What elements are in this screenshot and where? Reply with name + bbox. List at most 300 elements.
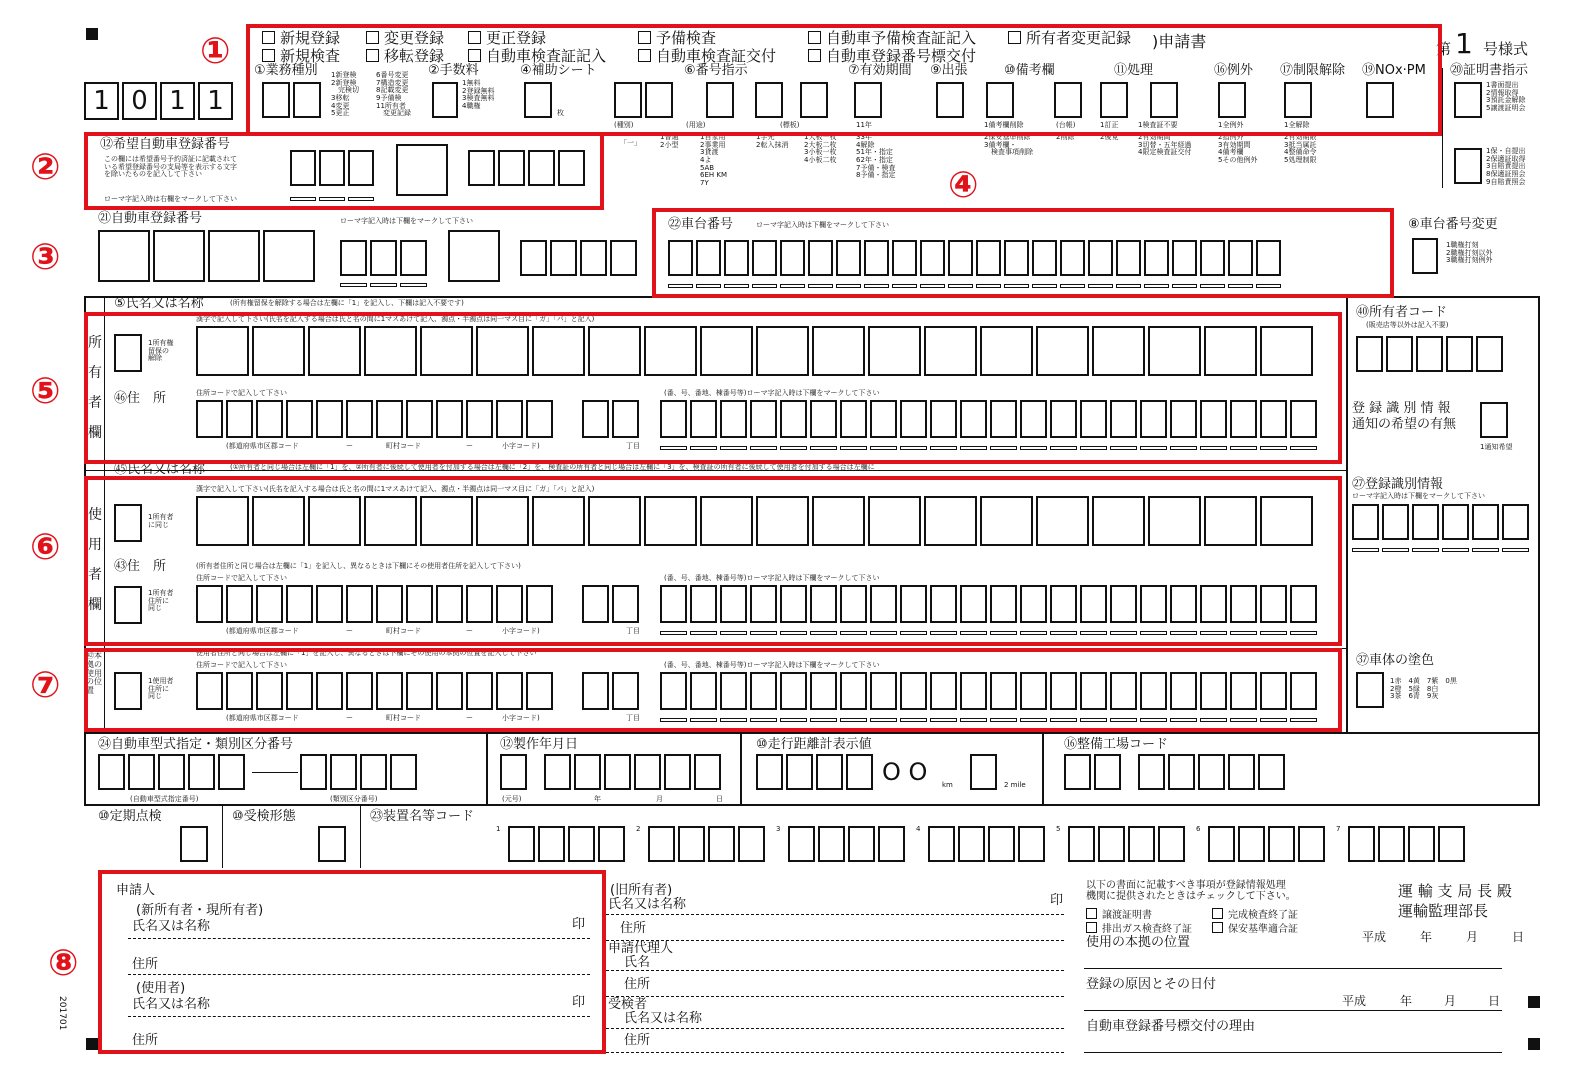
device-code-boxes (1068, 826, 1185, 862)
base-section-label: ㊷本拠の使用の位置 (86, 651, 102, 696)
chk-prelim-cert-entry[interactable]: 自動車予備検査証記入 (808, 27, 976, 48)
callout-1: ① (200, 31, 231, 72)
rule-line (606, 970, 1064, 971)
owner-address-code-note: 住所コードで記入して下さい (196, 389, 287, 397)
rule-line (606, 1052, 1064, 1053)
input-cell[interactable] (208, 230, 260, 282)
nox-label: ⑲NOx·PM (1362, 63, 1426, 78)
address-code-label: ー (346, 627, 353, 635)
odometer-unit-box[interactable] (970, 754, 997, 790)
user-label-char: 欄 (88, 597, 102, 613)
chk-transfer-certificate[interactable]: 譲渡証明書 (1086, 906, 1152, 921)
model-joiner (252, 772, 298, 773)
odometer-label: ⑩走行距離計表示値 (756, 737, 872, 752)
model-boxes-1 (98, 754, 245, 790)
input-cell[interactable] (98, 230, 150, 282)
registration-roman-note: ローマ字記入時は下欄をマークして下さい (340, 217, 473, 225)
note-n6: 33年 4解除 51年・指定 62年・指定 7予備・検査 8予備・指定 (856, 133, 896, 180)
address-code-label: 小字コード) (502, 714, 540, 722)
input-cell[interactable] (1348, 826, 1375, 862)
remarks-sub-2: (台帳) (1056, 121, 1076, 129)
input-cell[interactable] (958, 826, 985, 862)
address-code-label: 丁目 (626, 627, 640, 635)
device-code-boxes (1348, 826, 1465, 862)
manufacture-sub-year: 年 (594, 795, 601, 803)
old-owner-label: (旧所有者) (610, 883, 673, 898)
factory-boxes-2 (1138, 754, 1285, 790)
reg-info-note: ローマ字記入時は下欄をマークして下さい (1352, 492, 1485, 500)
chk-inspection-cert-entry[interactable]: 自動車検査証記入 (468, 45, 606, 66)
user-label-char: 使 (88, 507, 102, 523)
input-cell[interactable] (648, 826, 675, 862)
applicant-user-seal: 印 (572, 995, 586, 1010)
registration-number-title: ㉑自動車登録番号 (98, 211, 203, 226)
number-spec-sub-plate: (標板) (780, 121, 800, 129)
input-cell[interactable] (1476, 336, 1503, 372)
input-cell[interactable] (218, 754, 245, 790)
chk-new-registration[interactable]: 新規登録 (262, 27, 340, 48)
input-cell[interactable] (574, 754, 601, 790)
owner-code-boxes (1356, 336, 1503, 372)
address-code-label: (都道府県市区郡コード (226, 714, 299, 722)
address-code-label: 町村コード (386, 627, 421, 635)
user-address-code-note: 住所コードで記入して下さい (196, 574, 287, 582)
input-cell[interactable] (263, 230, 315, 282)
chk-correction-registration[interactable]: 更正登録 (468, 27, 546, 48)
input-cell[interactable] (538, 826, 565, 862)
callout-box-1 (246, 24, 1442, 136)
user-address-title-note: (所有者住所と同じ場合は左欄に「1」を記入し、異なるときは下欄にその使用者住所を記入して下さい) (196, 562, 521, 570)
callout-6: ⑥ (30, 527, 61, 568)
owner-name-title: ⑤氏名又は名称 (114, 296, 204, 311)
certificate-options-2: 1保・自提出 2保適証取得 3自賠責提出 8保適証照会 9自賠責照会 (1486, 147, 1526, 186)
input-cell[interactable] (390, 754, 417, 790)
user-address-same-option: 1所有者 住所に 同じ (148, 589, 174, 613)
registration-mark-bottom-right (1528, 996, 1540, 1008)
note-n12: 2有効期限 3抵当属託 4整備命令 5処理制限 (1284, 133, 1317, 165)
frame-divider (1346, 296, 1348, 734)
rule-line (606, 1028, 1064, 1029)
certificate-label: ⑳証明書指示 (1450, 63, 1529, 78)
form-code-digit: 0 (122, 82, 157, 120)
input-cell[interactable] (158, 754, 185, 790)
model-sub-1: (自動車型式指定番号) (130, 795, 199, 803)
owner-address-roman-note: (番、号、番地、棟番号等)ローマ字記入時は下欄をマークして下さい (664, 389, 880, 397)
processing-label: ⑪処理 (1114, 63, 1154, 78)
input-cell[interactable] (878, 826, 905, 862)
rule-line (606, 996, 1064, 997)
note-n2: 1普通 2小型 (660, 133, 679, 149)
odometer-boxes (756, 754, 873, 790)
note-n1: 「一」 (620, 139, 641, 147)
notify-option: 1通知希望 (1480, 443, 1513, 451)
input-cell[interactable] (508, 826, 535, 862)
chk-owner-change-record[interactable]: 所有者変更記録 (1008, 27, 1131, 48)
exception-sub: 1全例外 (1218, 121, 1244, 129)
chk-preliminary-inspection[interactable]: 予備検査 (638, 27, 716, 48)
device-code-row (496, 826, 1546, 866)
examinee-address: 住所 (624, 1033, 651, 1048)
owner-retention-option: 1所有権 留保の 解除 (148, 339, 174, 363)
input-cell[interactable] (370, 240, 397, 276)
divider (222, 806, 223, 868)
registration-mark-top-left (86, 28, 98, 40)
factory-label: ⑯整備工場コード (1064, 737, 1169, 752)
base-address-code-note: 住所コードで記入して下さい (196, 661, 287, 669)
addressee-1: 運 輸 支 局 長 殿 (1398, 882, 1512, 900)
chk-completion-inspection[interactable]: 完成検査終了証 (1212, 906, 1298, 921)
input-cell[interactable] (756, 754, 783, 790)
chk-new-inspection[interactable]: 新規検査 (262, 45, 340, 66)
owner-label-char: 欄 (88, 425, 102, 441)
address-code-label: (都道府県市区郡コード (226, 442, 299, 450)
business-type-options-2: 6番号変更 7構造変更 8記載変更 9予備検 11所有者 変更記録 (376, 71, 411, 118)
registration-kana-box[interactable] (448, 230, 500, 282)
input-cell[interactable] (1472, 504, 1499, 540)
desired-plate-title: ⑫希望自動車登録番号 (100, 137, 231, 152)
input-cell[interactable] (1352, 504, 1379, 540)
application-label: )申請書 (1152, 32, 1207, 51)
date-era: 平成 (1362, 930, 1387, 944)
manufacture-sub-day: 日 (716, 795, 723, 803)
input-cell[interactable] (1158, 826, 1185, 862)
form-code-digit: 1 (84, 82, 119, 120)
input-cell[interactable] (568, 826, 595, 862)
callout-5: ⑤ (30, 371, 61, 412)
rule-line (1084, 968, 1502, 969)
user-same-option: 1所有者 に同じ (148, 513, 174, 529)
odometer-zeros: O O (882, 758, 928, 786)
body-color-box[interactable] (1356, 672, 1384, 708)
input-cell[interactable] (848, 826, 875, 862)
chk-transfer-registration[interactable]: 移転登録 (366, 45, 444, 66)
number-spec-sub-use: (用途) (686, 121, 706, 129)
input-cell[interactable] (580, 240, 607, 276)
input-cell[interactable] (1168, 754, 1195, 790)
address-code-label: 町村コード (386, 442, 421, 450)
model-boxes-2 (300, 754, 417, 790)
registration-number-serial-boxes (520, 240, 637, 276)
base-position-label: 使用の本拠の位置 (1086, 935, 1191, 950)
device-index: 4 (916, 825, 921, 833)
restriction-sub: 1全解除 (1284, 121, 1310, 129)
callout-box-2 (84, 132, 604, 210)
rule-line (1084, 1052, 1502, 1053)
form-code-boxes (84, 82, 233, 120)
input-cell[interactable] (188, 754, 215, 790)
input-cell[interactable] (1382, 504, 1409, 540)
registration-number-big-boxes (98, 230, 315, 282)
input-cell[interactable] (98, 754, 125, 790)
input-cell[interactable] (1098, 826, 1125, 862)
chassis-change-label: ⑧車台番号変更 (1408, 217, 1498, 232)
side-code: 201701 (57, 996, 67, 1031)
input-cell[interactable] (1138, 754, 1165, 790)
input-cell[interactable] (1064, 754, 1091, 790)
manufacture-sub-era: (元号) (502, 795, 522, 803)
rule-line (606, 940, 1064, 941)
registration-mark-bottom-right-2 (1528, 1038, 1540, 1050)
address-code-label: ー (346, 442, 353, 450)
validity-label: ⑦有効期間 (848, 63, 912, 78)
fee-options: 1無料 2登録無料 3検査無料 4職権 (462, 79, 495, 111)
model-sub-2: (類別区分番号) (330, 795, 378, 803)
input-cell[interactable] (1378, 826, 1405, 862)
address-code-label: ー (466, 442, 473, 450)
note-n9: 2後見 (1100, 133, 1119, 141)
base-same-option: 1使用者 住所に 同じ (148, 677, 174, 701)
input-cell[interactable] (988, 826, 1015, 862)
input-cell[interactable] (360, 754, 387, 790)
input-cell[interactable] (738, 826, 765, 862)
input-cell[interactable] (634, 754, 661, 790)
input-cell[interactable] (1298, 826, 1325, 862)
input-cell[interactable] (786, 754, 813, 790)
input-cell[interactable] (153, 230, 205, 282)
date-month: 月 (1466, 930, 1479, 944)
registration-marks (340, 283, 427, 287)
addressee-2: 運輸監理部長 (1398, 902, 1489, 920)
manufacture-label: ⑫製作年月日 (500, 737, 579, 752)
owner-label-char: 者 (88, 395, 102, 411)
old-owner-name: 氏名又は名称 (608, 897, 687, 912)
user-label-char: 者 (88, 567, 102, 583)
inspection-box[interactable] (180, 826, 208, 862)
right-checks (1086, 906, 1326, 936)
applicant-user-address: 住所 (132, 1033, 159, 1048)
input-cell[interactable] (610, 240, 637, 276)
factory-boxes-1 (1064, 754, 1121, 790)
input-cell[interactable] (1094, 754, 1121, 790)
callout-box-3 (652, 208, 1394, 298)
manufacture-boxes (544, 754, 721, 790)
manufacture-sub-month: 月 (656, 795, 663, 803)
input-cell[interactable] (604, 754, 631, 790)
notify-box[interactable] (1480, 402, 1508, 438)
owner-address-title: ㊻住 所 (114, 391, 167, 406)
input-cell[interactable] (300, 754, 327, 790)
registration-mark-bottom-left (86, 1038, 98, 1050)
device-index: 6 (1196, 825, 1201, 833)
input-cell[interactable] (818, 826, 845, 862)
form-code-digit: 1 (198, 82, 233, 120)
examinee-label: 受検者 (608, 997, 648, 1012)
input-cell[interactable] (928, 826, 955, 862)
business-type-options: 1新登検 2新登検 完検切 3移転 4変更 5更正 (331, 71, 359, 118)
owner-code-label: ㊵所有者コード (1356, 305, 1448, 320)
address-code-label: 小字コード) (502, 442, 540, 450)
input-cell[interactable] (128, 754, 155, 790)
old-owner-seal: 印 (1050, 893, 1064, 908)
remarks-sub-1: 1備考欄削除 (984, 121, 1024, 129)
input-cell[interactable] (1442, 504, 1469, 540)
registration-number-small-boxes (340, 240, 427, 276)
device-index: 5 (1056, 825, 1061, 833)
date-month: 月 (1444, 994, 1457, 1008)
input-cell[interactable] (1416, 336, 1443, 372)
validity-sub: 11年 (856, 121, 872, 129)
applicant-address-label: 住所 (132, 957, 159, 972)
divider (360, 806, 361, 868)
callout-box-5 (84, 312, 1342, 464)
odometer-mile: 2 mile (1004, 781, 1026, 789)
input-cell[interactable] (330, 754, 357, 790)
owner-label-char: 所 (88, 335, 102, 351)
note-n5: 1大板一枚 2大板二枚 3小板一枚 4小板二枚 (804, 133, 837, 165)
input-cell[interactable] (1018, 826, 1045, 862)
input-cell[interactable] (1128, 826, 1155, 862)
input-cell[interactable] (1446, 336, 1473, 372)
date-day: 日 (1488, 994, 1501, 1008)
input-cell[interactable] (664, 754, 691, 790)
base-title-note: 使用者住所と同じ場合は左欄に「1」を記入し、異なるときは下欄にその使用の本拠の位置を記入して下さい (196, 649, 537, 657)
device-code-boxes (928, 826, 1045, 862)
lower-divider (486, 734, 488, 806)
remarks-label: ⑩備考欄 (1004, 63, 1055, 78)
address-code-label: 丁目 (626, 442, 640, 450)
user-name-note: 漢字で記入して下さい(氏名を記入する場合は氏と名の間に1マスあけて記入、濁点・半濁点は同一マス目に「ガ」「パ」と記入) (196, 485, 595, 493)
input-cell[interactable] (1228, 754, 1255, 790)
input-cell[interactable] (1198, 754, 1225, 790)
owner-name-note: 漢字で記入して下さい(氏名を記入する場合は氏と名の間に1マスあけて記入、濁点・半濁点は同一マス目に「ガ」「パ」と記入) (196, 315, 595, 323)
input-cell[interactable] (1208, 826, 1235, 862)
user-label-char: 用 (88, 537, 102, 553)
applicant-user-name: 氏名又は名称 (132, 997, 211, 1012)
date-row-1 (1362, 928, 1532, 944)
model-label: ㉔自動車型式指定・類別区分番号 (98, 737, 294, 752)
form-number-suffix: 号様式 (1483, 40, 1529, 58)
input-cell[interactable] (1412, 504, 1439, 540)
address-code-label: (都道府県市区郡コード (226, 627, 299, 635)
number-spec-label: ⑥番号指示 (684, 63, 748, 78)
callout-box-7 (84, 648, 1342, 732)
chk-change-registration[interactable]: 変更登録 (366, 27, 444, 48)
device-label: ㉓装置名等コード (370, 809, 475, 824)
device-index: 2 (636, 825, 641, 833)
chassis-change-box[interactable] (1412, 238, 1438, 274)
input-cell[interactable] (1238, 826, 1265, 862)
applicant-title: 申請人 (116, 883, 156, 898)
notify-label-1: 登 録 識 別 情 報 (1352, 401, 1451, 416)
business-type-label: ①業務種別 (254, 63, 318, 78)
device-code-boxes (1208, 826, 1325, 862)
input-cell[interactable] (1408, 826, 1435, 862)
date-year: 年 (1400, 994, 1413, 1008)
address-code-label: 小字コード) (502, 627, 540, 635)
applicant-seal: 印 (572, 917, 586, 932)
device-code-boxes (788, 826, 905, 862)
address-code-label: ー (466, 714, 473, 722)
input-cell[interactable] (400, 240, 427, 276)
certificate-bracket (1442, 68, 1537, 188)
note-n8: 2削除 (1056, 133, 1075, 141)
form-number-prefix: 第 (1436, 40, 1452, 58)
desired-plate-roman-note: ローマ字記入時は右欄をマークして下さい (104, 195, 237, 203)
input-cell[interactable] (520, 240, 547, 276)
note-n3: 1自家用 2事業用 3貸渡 4よ 5AB 6EH KM 7Y (700, 133, 727, 188)
reason-label: 登録の原因とその日付 (1086, 977, 1217, 992)
device-index: 7 (1336, 825, 1341, 833)
callout-box-8 (98, 870, 606, 1054)
rule-line (606, 914, 1064, 915)
input-cell[interactable] (1068, 826, 1095, 862)
base-address-roman-note: (番、号、番地、棟番号等)ローマ字記入時は下欄をマークして下さい (664, 661, 880, 669)
reg-info-boxes (1352, 504, 1529, 540)
input-cell[interactable] (1386, 336, 1413, 372)
chk-inspection-cert-issue[interactable]: 自動車検査証交付 (638, 45, 776, 66)
odometer-km: km (942, 781, 953, 789)
user-address-title: ㊸住 所 (114, 559, 167, 574)
lower-divider (1042, 734, 1044, 806)
device-index: 1 (496, 825, 501, 833)
note-n4: 1字光 2転入抹消 (756, 133, 789, 149)
input-cell[interactable] (678, 826, 705, 862)
body-color-label: ㊲車体の塗色 (1356, 653, 1435, 668)
callout-4: ④ (948, 165, 979, 206)
input-cell[interactable] (1356, 336, 1383, 372)
input-cell[interactable] (1502, 504, 1529, 540)
input-cell[interactable] (846, 754, 873, 790)
address-code-label: ー (346, 714, 353, 722)
reg-info-label: ㉗登録識別情報 (1352, 477, 1444, 492)
chk-safety-standard[interactable]: 保安基準適合証 (1212, 920, 1298, 935)
aux-sheet-label: ④補助シート (520, 63, 597, 78)
address-code-label: ー (466, 627, 473, 635)
agent-name: 氏名 (624, 955, 651, 970)
applicant-user-label: (使用者) (136, 981, 186, 996)
device-code-boxes (648, 826, 765, 862)
processing-sub-1: 1訂正 (1100, 121, 1119, 129)
device-code-boxes (508, 826, 625, 862)
input-cell[interactable] (598, 826, 625, 862)
input-cell[interactable] (340, 240, 367, 276)
form-number: 1 (1455, 27, 1473, 60)
notify-label-2: 通知の希望の有無 (1352, 417, 1457, 432)
manufacture-era-box[interactable] (500, 754, 527, 790)
date-year: 年 (1420, 930, 1433, 944)
reception-box[interactable] (318, 826, 346, 862)
input-cell[interactable] (708, 826, 735, 862)
input-cell[interactable] (816, 754, 843, 790)
note-n10: 2有効期間 3切替・五年経過 4限定検査証交付 (1138, 133, 1192, 157)
old-owner-address: 住所 (620, 921, 647, 936)
right-note: 以下の書面に記載すべき事項が登録情報処理 機関に提供されたときはチェックして下さい。 (1086, 880, 1296, 902)
chk-plate-issue[interactable]: 自動車登録番号標交付 (808, 45, 976, 66)
input-cell[interactable] (1258, 754, 1285, 790)
body-color-options: 1赤 4黄 7紫 0黒 2橙 5緑 8白 3茶 6青 9灰 (1390, 677, 1457, 701)
owner-name-title-note: (所有権留保を解除する場合は左欄に「1」を記入し、下欄は記入不要です) (230, 299, 464, 307)
chassis-change-options: 1職権打刻 2職権打刻以外 3職権打刻例外 (1446, 241, 1493, 265)
fee-label: ②手数料 (428, 63, 479, 78)
chk-exhaust-inspection[interactable]: 排出ガス検査終了証 (1086, 920, 1192, 935)
input-cell[interactable] (694, 754, 721, 790)
owner-code-note: (販売店等以外は記入不要) (1366, 321, 1449, 329)
user-name-title: ㊺氏名又は名称 (114, 462, 206, 477)
input-cell[interactable] (788, 826, 815, 862)
user-address-roman-note: (番、号、番地、棟番号等)ローマ字記入時は下欄をマークして下さい (664, 574, 880, 582)
callout-7: ⑦ (30, 665, 61, 706)
inspection-label: ⑩定期点検 (98, 809, 162, 824)
address-code-label: 丁目 (626, 714, 640, 722)
rule-line (1084, 1010, 1502, 1011)
input-cell[interactable] (1268, 826, 1295, 862)
input-cell[interactable] (544, 754, 571, 790)
date-era: 平成 (1342, 994, 1367, 1008)
input-cell[interactable] (1438, 826, 1465, 862)
exception-label: ⑯例外 (1214, 63, 1254, 78)
input-cell[interactable] (550, 240, 577, 276)
agent-label: 申請代理人 (608, 941, 674, 956)
